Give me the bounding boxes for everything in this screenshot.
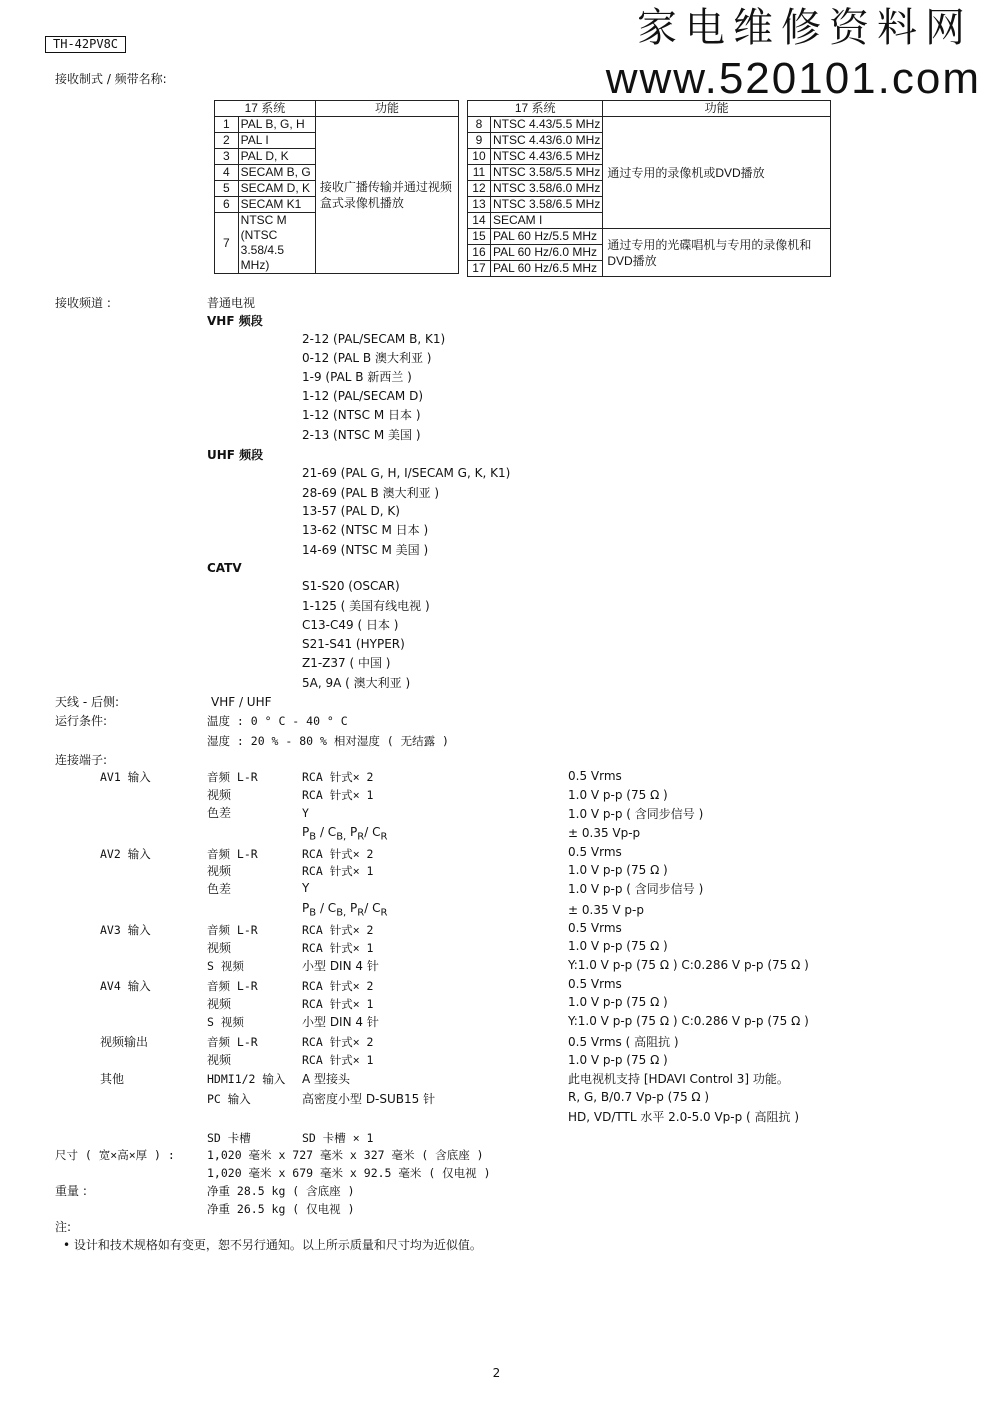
row-number: 10 bbox=[468, 149, 491, 165]
connector-value: RCA 针式× 2 bbox=[302, 847, 374, 861]
list-item: S21-S41 (HYPER) bbox=[302, 637, 405, 651]
systems-heading: 接收制式 / 频带名称: bbox=[55, 72, 167, 86]
row-number: 1 bbox=[215, 117, 239, 133]
list-item: S1-S20 (OSCAR) bbox=[302, 579, 400, 593]
signal-value: 1.0 V p-p ( 含同步信号 ) bbox=[568, 807, 704, 821]
normal-tv-label: 普通电视 bbox=[207, 296, 256, 310]
row-number: 5 bbox=[215, 181, 239, 197]
antenna-label: 天线 - 后侧: bbox=[55, 695, 120, 709]
list-item: 14-69 (NTSC M 美国 ) bbox=[302, 543, 429, 557]
row-system: SECAM B, G bbox=[238, 165, 315, 181]
row-number: 16 bbox=[468, 245, 491, 261]
row-number: 7 bbox=[215, 213, 239, 274]
connector-value: Y bbox=[302, 881, 310, 895]
table-row bbox=[215, 117, 459, 133]
signal-value: ± 0.35 V p-p bbox=[568, 903, 644, 917]
signal-value: 1.0 V p-p (75 Ω ) bbox=[568, 788, 668, 802]
function-cell: 接收广播传输并通过视频盒式录像机播放 bbox=[315, 117, 458, 274]
brand-watermark-cn: 家电维修资料网 bbox=[637, 5, 973, 51]
catv-heading: CATV bbox=[207, 561, 242, 575]
row-system: NTSC 4.43/6.5 MHz bbox=[490, 149, 602, 165]
signal-value: 1.0 V p-p (75 Ω ) bbox=[568, 939, 668, 953]
av1-label: AV1 输入 bbox=[100, 770, 151, 784]
row-system: NTSC 4.43/5.5 MHz bbox=[490, 117, 602, 133]
signal-value: R, G, B/0.7 Vp-p (75 Ω ) bbox=[568, 1090, 710, 1104]
list-item: 1-125 ( 美国有线电视 ) bbox=[302, 599, 430, 613]
s-video-label: S 视频 bbox=[207, 1015, 244, 1029]
signal-value: 0.5 Vrms bbox=[568, 769, 622, 783]
table-head-function: 功能 bbox=[603, 101, 831, 117]
signal-value: HD, VD/TTL 水平 2.0-5.0 Vp-p ( 高阻抗 ) bbox=[568, 1110, 800, 1124]
row-number: 2 bbox=[215, 133, 239, 149]
row-system: PAL D, K bbox=[238, 149, 315, 165]
color-diff-label: 色差 bbox=[207, 882, 232, 896]
list-item: 28-69 (PAL B 澳大利亚 ) bbox=[302, 486, 440, 500]
table-row bbox=[468, 117, 831, 133]
audio-lr-label: 音频 L-R bbox=[207, 847, 258, 861]
av4-label: AV4 输入 bbox=[100, 979, 151, 993]
other-label: 其他 bbox=[100, 1072, 125, 1086]
systems-table-left bbox=[214, 100, 459, 274]
audio-lr-label: 音频 L-R bbox=[207, 923, 258, 937]
weight-with-stand: 净重 28.5 kg ( 含底座 ) bbox=[207, 1184, 355, 1198]
antenna-value: VHF / UHF bbox=[211, 695, 272, 709]
vhf-heading: VHF 频段 bbox=[207, 314, 263, 328]
signal-value: 0.5 Vrms bbox=[568, 921, 622, 935]
list-item: 0-12 (PAL B 澳大利亚 ) bbox=[302, 351, 432, 365]
row-system: NTSC 3.58/6.0 MHz bbox=[490, 181, 602, 197]
connector-value: 小型 DIN 4 针 bbox=[302, 1015, 379, 1029]
video-label: 视频 bbox=[207, 864, 232, 878]
row-system: NTSC 3.58/6.5 MHz bbox=[490, 197, 602, 213]
row-system: SECAM D, K bbox=[238, 181, 315, 197]
row-number: 17 bbox=[468, 261, 491, 277]
row-number: 8 bbox=[468, 117, 491, 133]
weight-label: 重量 : bbox=[55, 1184, 87, 1198]
list-item: 1-12 (PAL/SECAM D) bbox=[302, 389, 424, 403]
connector-value: SD 卡槽 × 1 bbox=[302, 1131, 374, 1145]
operating-label: 运行条件: bbox=[55, 714, 108, 728]
uhf-heading: UHF 频段 bbox=[207, 448, 264, 462]
connector-value: RCA 针式× 2 bbox=[302, 923, 374, 937]
video-label: 视频 bbox=[207, 788, 232, 802]
hdmi-label: HDMI1/2 输入 bbox=[207, 1072, 286, 1086]
channels-label: 接收频道 : bbox=[55, 296, 111, 310]
list-item: 13-62 (NTSC M 日本 ) bbox=[302, 523, 429, 537]
video-out-label: 视频输出 bbox=[100, 1035, 149, 1049]
signal-value: 0.5 Vrms bbox=[568, 977, 622, 991]
row-system: SECAM I bbox=[490, 213, 602, 229]
connector-value: RCA 针式× 2 bbox=[302, 979, 374, 993]
terminals-label: 连接端子: bbox=[55, 753, 108, 767]
row-number: 14 bbox=[468, 213, 491, 229]
signal-value: 1.0 V p-p (75 Ω ) bbox=[568, 863, 668, 877]
row-number: 13 bbox=[468, 197, 491, 213]
signal-value: 0.5 Vrms bbox=[568, 845, 622, 859]
list-item: Z1-Z37 ( 中国 ) bbox=[302, 656, 391, 670]
sd-label: SD 卡槽 bbox=[207, 1131, 251, 1145]
row-number: 9 bbox=[468, 133, 491, 149]
row-number: 4 bbox=[215, 165, 239, 181]
color-diff-label: 色差 bbox=[207, 806, 232, 820]
list-item: 2-13 (NTSC M 美国 ) bbox=[302, 428, 421, 442]
connector-value: A 型接头 bbox=[302, 1072, 351, 1086]
video-label: 视频 bbox=[207, 997, 232, 1011]
row-system: PAL 60 Hz/6.0 MHz bbox=[490, 245, 602, 261]
row-system: NTSC M (NTSC 3.58/4.5 MHz) bbox=[238, 213, 315, 274]
connector-value: RCA 针式× 1 bbox=[302, 941, 374, 955]
dimensions-with-stand: 1,020 毫米 x 727 毫米 x 327 毫米 ( 含底座 ) bbox=[207, 1148, 484, 1162]
hdmi-note: 此电视机支持 [HDAVI Control 3] 功能。 bbox=[568, 1072, 789, 1086]
signal-value: ± 0.35 Vp-p bbox=[568, 826, 641, 840]
list-item: 21-69 (PAL G, H, I/SECAM G, K, K1) bbox=[302, 466, 511, 480]
systems-table-right bbox=[467, 100, 831, 277]
function-cell: 通过专用的光碟唱机与专用的录像机和DVD播放 bbox=[603, 229, 831, 277]
note-label: 注: bbox=[55, 1220, 72, 1234]
signal-value: Y:1.0 V p-p (75 Ω ) C:0.286 V p-p (75 Ω ) bbox=[568, 1014, 809, 1028]
audio-lr-label: 音频 L-R bbox=[207, 770, 258, 784]
audio-lr-label: 音频 L-R bbox=[207, 979, 258, 993]
row-system: SECAM K1 bbox=[238, 197, 315, 213]
row-system: PAL B, G, H bbox=[238, 117, 315, 133]
signal-value: 1.0 V p-p (75 Ω ) bbox=[568, 1053, 668, 1067]
connector-value: RCA 针式× 1 bbox=[302, 788, 374, 802]
list-item: C13-C49 ( 日本 ) bbox=[302, 618, 399, 632]
list-item: 2-12 (PAL/SECAM B, K1) bbox=[302, 332, 446, 346]
model-label: TH-42PV8C bbox=[45, 36, 126, 53]
row-system: PAL I bbox=[238, 133, 315, 149]
video-label: 视频 bbox=[207, 941, 232, 955]
signal-value: 0.5 Vrms ( 高阻抗 ) bbox=[568, 1035, 679, 1049]
connector-value: RCA 针式× 1 bbox=[302, 1053, 374, 1067]
connector-value: 小型 DIN 4 针 bbox=[302, 959, 379, 973]
signal-value: 1.0 V p-p (75 Ω ) bbox=[568, 995, 668, 1009]
connector-value: 高密度小型 D-SUB15 针 bbox=[302, 1092, 436, 1106]
audio-lr-label: 音频 L-R bbox=[207, 1035, 258, 1049]
humidity-value: 湿度 : 20 % - 80 % 相对湿度 ( 无结露 ) bbox=[207, 734, 449, 748]
row-number: 6 bbox=[215, 197, 239, 213]
signal-value: Y:1.0 V p-p (75 Ω ) C:0.286 V p-p (75 Ω ) bbox=[568, 958, 809, 972]
row-system: PAL 60 Hz/6.5 MHz bbox=[490, 261, 602, 277]
pb-pr-label: $P_B / C_{B,}$ $P_R/$ $C_R$ bbox=[302, 901, 388, 919]
list-item: 1-12 (NTSC M 日本 ) bbox=[302, 408, 421, 422]
row-number: 12 bbox=[468, 181, 491, 197]
connector-value: RCA 针式× 2 bbox=[302, 1035, 374, 1049]
function-cell: 通过专用的录像机或DVD播放 bbox=[603, 117, 831, 229]
table-head-systems: 17 系统 bbox=[468, 101, 603, 117]
dimensions-label: 尺寸 ( 宽×高×厚 ) : bbox=[55, 1148, 175, 1162]
pb-pr-label: $P_B / C_{B,}$ $P_R/$ $C_R$ bbox=[302, 825, 388, 843]
s-video-label: S 视频 bbox=[207, 959, 244, 973]
signal-value: 1.0 V p-p ( 含同步信号 ) bbox=[568, 882, 704, 896]
weight-tv-only: 净重 26.5 kg ( 仅电视 ) bbox=[207, 1202, 355, 1216]
temperature-value: 温度 : 0 ° C - 40 ° C bbox=[207, 714, 348, 728]
connector-value: RCA 针式× 1 bbox=[302, 864, 374, 878]
pc-label: PC 输入 bbox=[207, 1092, 251, 1106]
row-number: 11 bbox=[468, 165, 491, 181]
table-row bbox=[468, 229, 831, 245]
row-number: 3 bbox=[215, 149, 239, 165]
page-number: 2 bbox=[492, 1366, 501, 1380]
row-number: 15 bbox=[468, 229, 491, 245]
brand-watermark-url: www.520101.com bbox=[605, 54, 981, 103]
connector-value: Y bbox=[302, 806, 309, 820]
connector-value: RCA 针式× 2 bbox=[302, 770, 374, 784]
list-item: 13-57 (PAL D, K) bbox=[302, 504, 400, 518]
dimensions-tv-only: 1,020 毫米 x 679 毫米 x 92.5 毫米 ( 仅电视 ) bbox=[207, 1166, 491, 1180]
video-label: 视频 bbox=[207, 1053, 232, 1067]
note-text: • 设计和技术规格如有变更，恕不另行通知。以上所示质量和尺寸均为近似值。 bbox=[63, 1238, 482, 1252]
row-system: NTSC 4.43/6.0 MHz bbox=[490, 133, 602, 149]
list-item: 5A, 9A ( 澳大利亚 ) bbox=[302, 676, 411, 690]
table-head-systems: 17 系统 bbox=[215, 101, 316, 117]
row-system: PAL 60 Hz/5.5 MHz bbox=[490, 229, 602, 245]
table-head-function: 功能 bbox=[315, 101, 458, 117]
connector-value: RCA 针式× 1 bbox=[302, 997, 374, 1011]
av2-label: AV2 输入 bbox=[100, 847, 151, 861]
av3-label: AV3 输入 bbox=[100, 923, 151, 937]
list-item: 1-9 (PAL B 新西兰 ) bbox=[302, 370, 412, 384]
row-system: NTSC 3.58/5.5 MHz bbox=[490, 165, 602, 181]
